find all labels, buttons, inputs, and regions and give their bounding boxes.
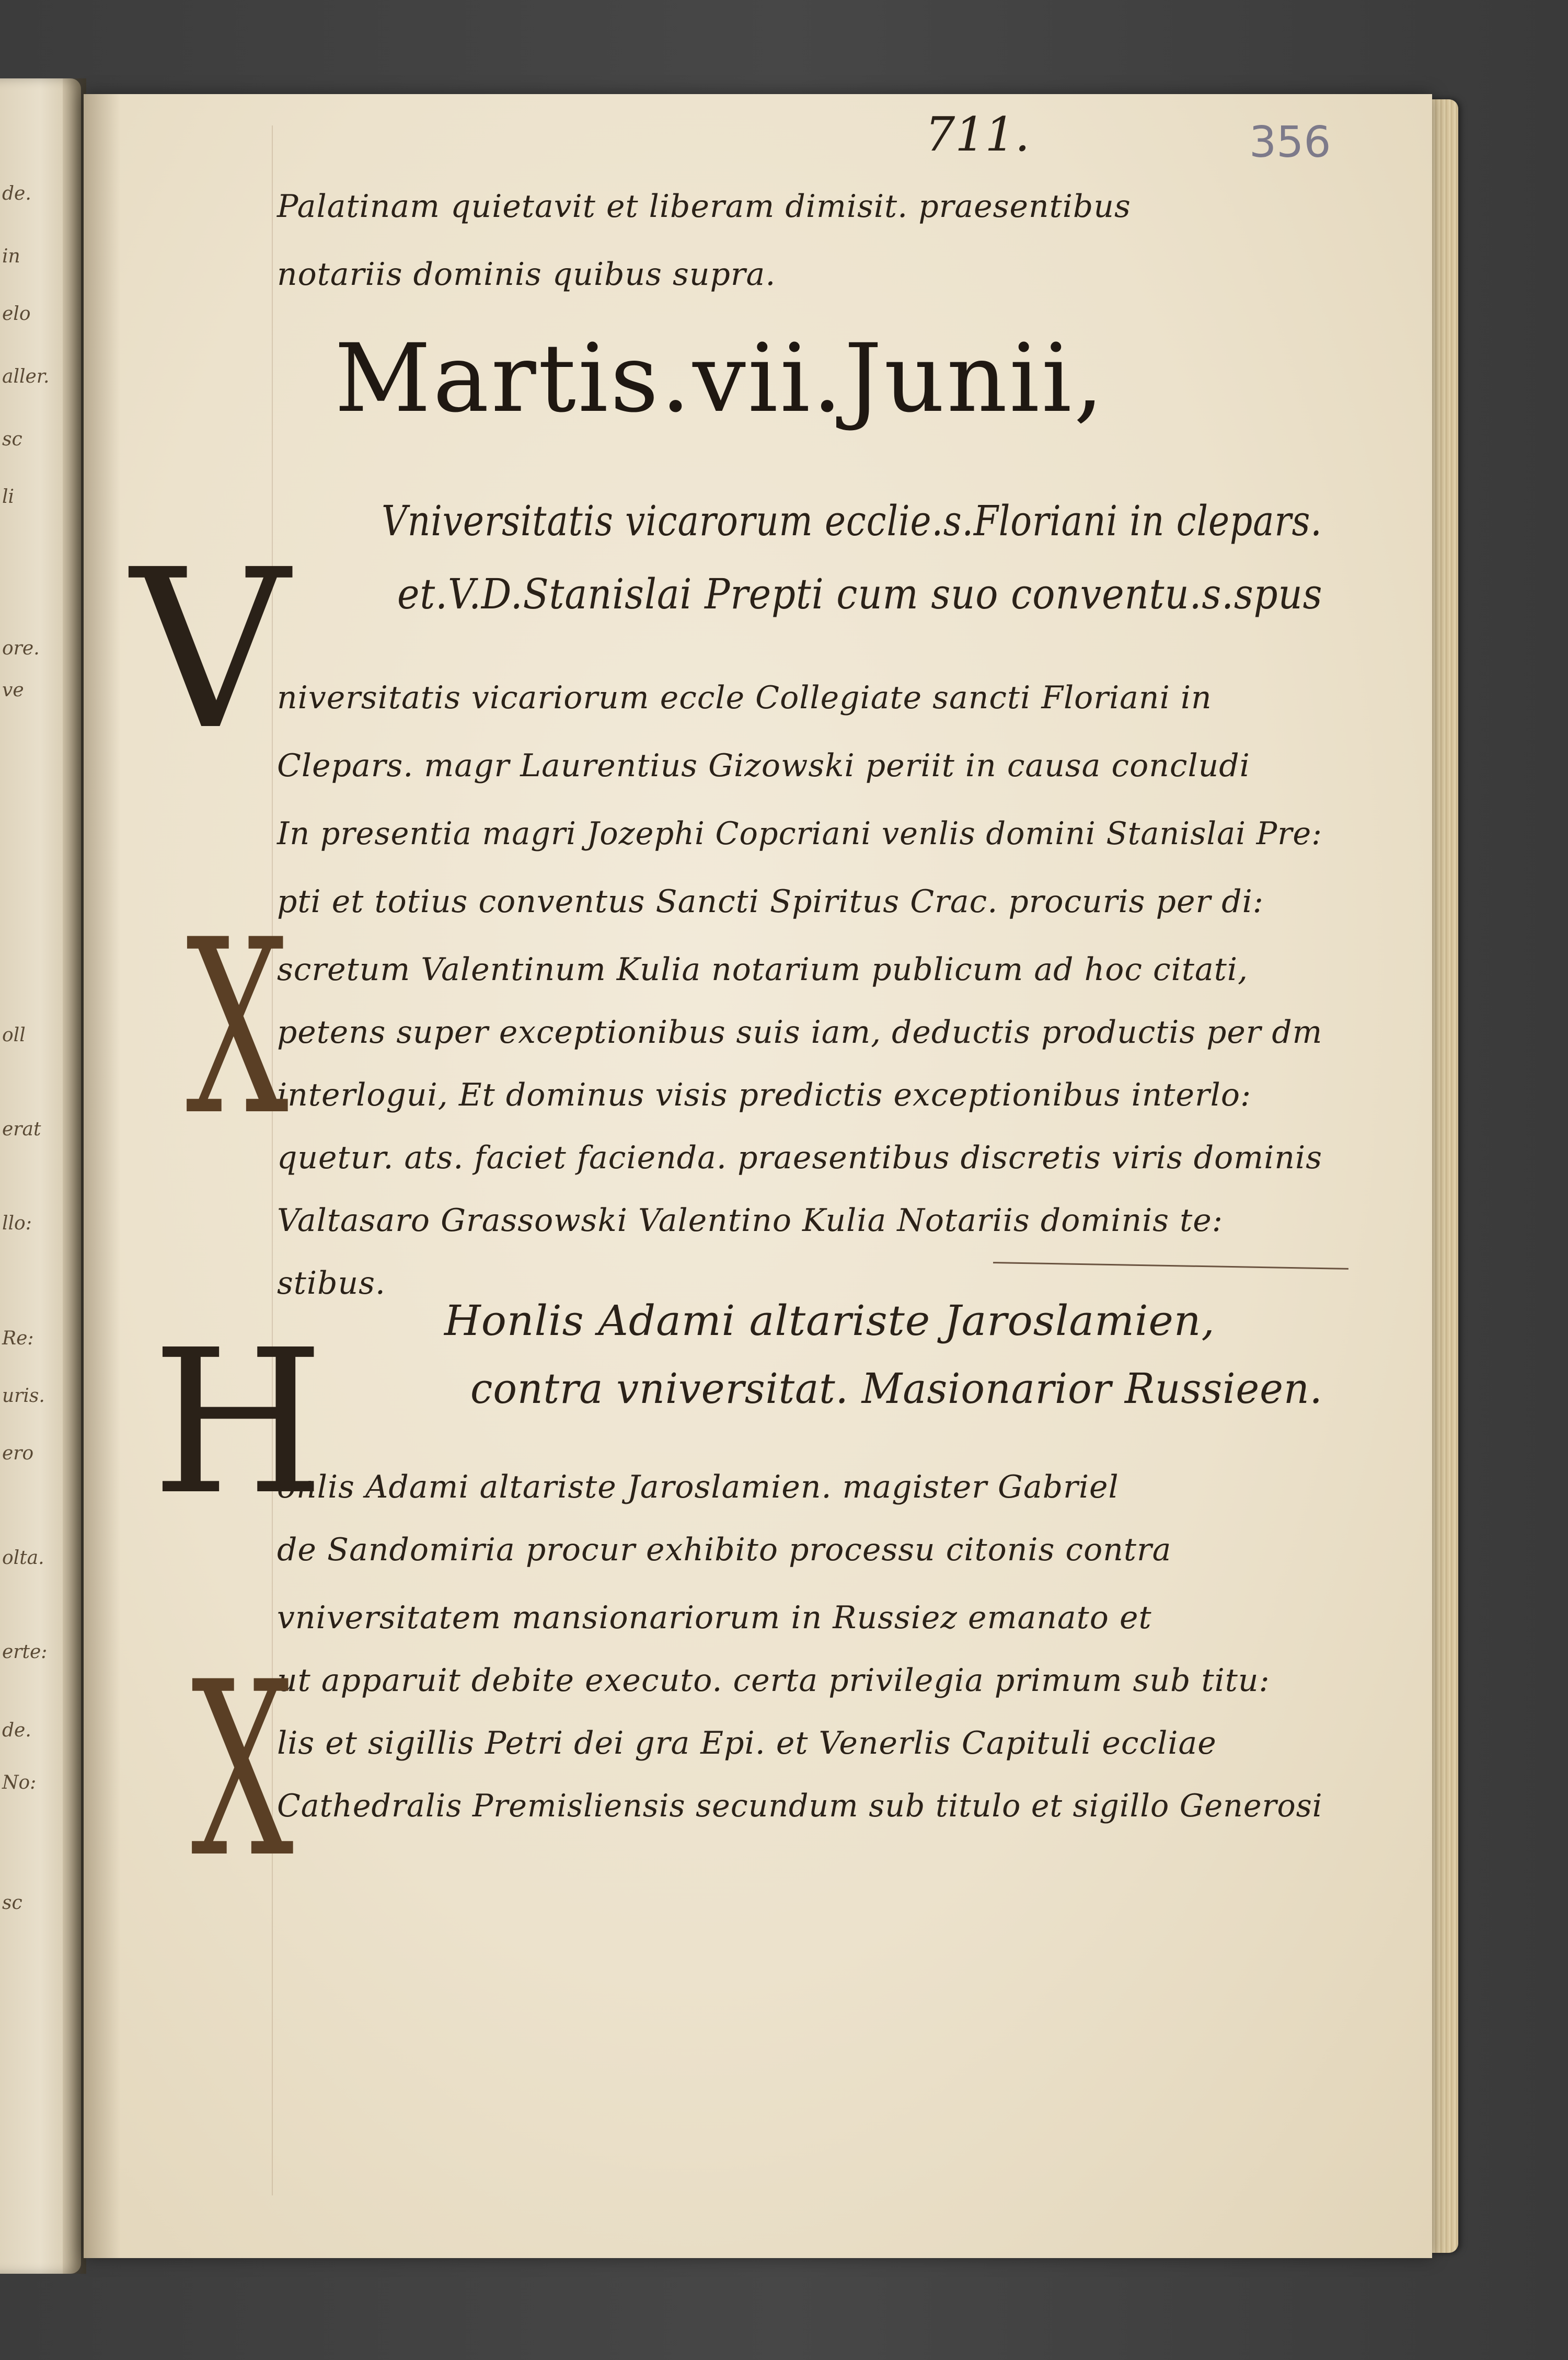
left-page-fragment: ore.	[2, 638, 40, 659]
entry-heading: Honlis Adami altariste Jaroslamien,	[444, 1296, 1215, 1345]
text-line: quetur. ats. faciet facienda. praesentibus discretis viris dominis	[277, 1139, 1323, 1176]
left-page-fragment: uris.	[2, 1385, 45, 1407]
text-line: niversitatis vicariorum eccle Collegiate sancti Floriani in	[277, 680, 1212, 716]
left-page-fragment: sc	[2, 1892, 22, 1914]
text-line: Cathedralis Premisliensis secundum sub titulo et sigillo Generosi	[277, 1788, 1323, 1824]
initial-letter: V	[131, 523, 290, 778]
left-page-fragment: sc	[2, 429, 22, 450]
text-line: interlogui, Et dominus visis predictis exceptionibus interlo:	[277, 1077, 1252, 1113]
left-page-fragment: aller.	[2, 366, 50, 387]
left-page-fragment: erte:	[2, 1641, 48, 1663]
folio-number: 356	[1249, 118, 1331, 167]
left-page-fragment: in	[2, 246, 20, 267]
left-page-fragment: de.	[2, 183, 31, 204]
left-page-gutter	[63, 78, 86, 2274]
margin-mark: X	[191, 1631, 294, 1910]
text-line: Clepars. magr Laurentius Gizowski periit in causa concludi	[277, 747, 1250, 784]
text-line: Valtasaro Grassowski Valentino Kulia Notariis dominis te:	[277, 1202, 1223, 1239]
text-line: Palatinam quietavit et liberam dimisit. praesentibus	[277, 188, 1131, 225]
entry-heading: et.V.D.Stanislai Prepti cum suo conventu.s.spus	[397, 570, 1323, 618]
left-page-fragment: ve	[2, 680, 24, 701]
gutter-shadow	[84, 94, 120, 2258]
left-page-fragment: llo:	[2, 1213, 32, 1234]
text-line: scretum Valentinum Kulia notarium publicum ad hoc citati,	[277, 951, 1249, 988]
margin-mark: X	[186, 889, 289, 1168]
text-line: ut apparuit debite executo. certa privilegia primum sub titu:	[277, 1662, 1270, 1699]
date-heading: Martis.vii.Junii,	[335, 324, 1106, 433]
left-page-fragment: elo	[2, 303, 31, 325]
initial-letter: H	[152, 1307, 325, 1538]
text-line: petens super exceptionibus suis iam, deductis productis per dm	[277, 1014, 1323, 1051]
left-page-fragment: de.	[2, 1720, 31, 1741]
left-page-fragment: Re:	[2, 1328, 34, 1349]
left-page-fragment: oll	[2, 1024, 26, 1046]
left-page-fragment: ero	[2, 1443, 34, 1464]
entry-heading: Vniversitatis vicarorum ecclie.s.Floriani in clepars.	[382, 497, 1322, 545]
left-page-fragment: olta.	[2, 1547, 44, 1569]
text-line: vniversitatem mansionariorum in Russiez emanato et	[277, 1599, 1152, 1636]
text-line: In presentia magri Jozephi Copcriani venlis domini Stanislai Pre:	[277, 815, 1322, 852]
text-line: lis et sigillis Petri dei gra Epi. et Venerlis Capituli eccliae	[277, 1725, 1217, 1762]
left-page-fragment: No:	[2, 1772, 37, 1793]
text-line: pti et totius conventus Sancti Spiritus Crac. procuris per di:	[277, 883, 1264, 920]
left-page-fragment: erat	[2, 1119, 41, 1140]
text-line: onlis Adami altariste Jaroslamien. magister Gabriel	[277, 1469, 1119, 1505]
entry-heading: contra vniversitat. Masionarior Russieen.	[470, 1364, 1323, 1413]
text-line: stibus.	[277, 1265, 386, 1302]
left-page-fragment: li	[2, 486, 15, 508]
page-number: 711.	[925, 107, 1030, 162]
text-line: notariis dominis quibus supra.	[277, 256, 776, 293]
text-line: de Sandomiria procur exhibito processu citonis contra	[277, 1532, 1172, 1568]
